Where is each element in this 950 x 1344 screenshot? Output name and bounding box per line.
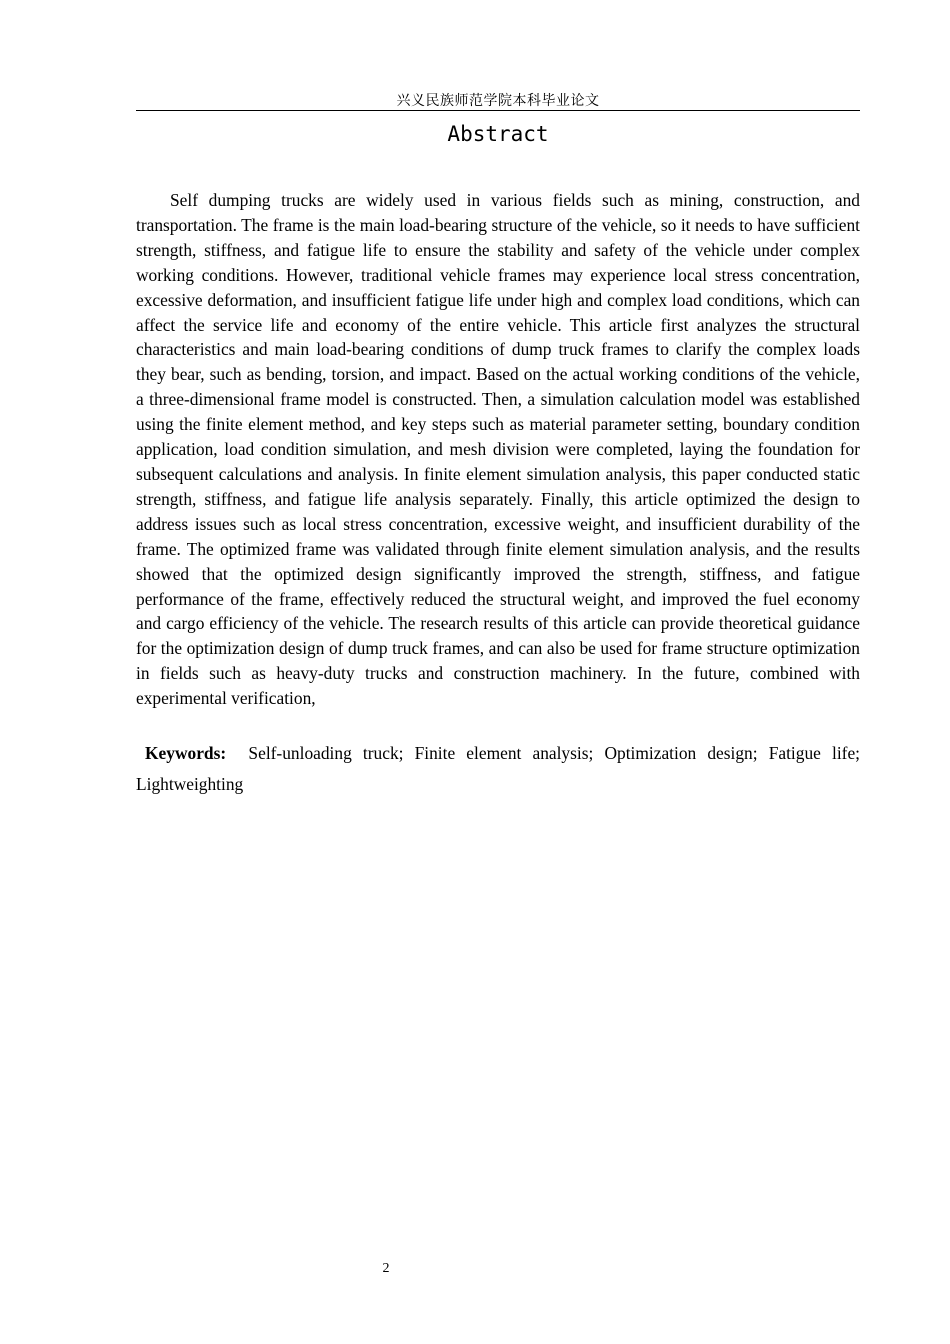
keywords — [136, 738, 860, 800]
abstract-title: Abstract — [447, 122, 549, 146]
abstract-body: Self dumping trucks are widely used in various fields such as mining, construction, and transportation. The frame is the main load-bearing structure of the vehicle, so it needs to have sufficient strength, stiffness, and fatigue life to ensure the stability and safety of the vehicle under complex working conditions. However, traditional vehicle frames may experience local stress concentration, excessive deformation, and insufficient fatigue life under high and complex load conditions, which can affect the service life and economy of the entire vehicle. This article first analyzes the structural characteristics and main load-bearing conditions of dump truck frames to clarify the complex loads they bear, such as bending, torsion, and impact. Based on the actual working conditions of the vehicle, a three-dimensional frame model is constructed. Then, a simulation calculation model was established using the finite element method, and key steps such as material parameter setting, boundary condition application, load condition simulation, and mesh division were completed, laying the foundation for subsequent calculations and analysis. In finite element simulation analysis, this paper conducted static strength, stiffness, and fatigue life analysis separately. Finally, this article optimized the design to address issues such as local stress concentration, excessive weight, and insufficient durability of the frame. The optimized frame was validated through finite element simulation analysis, and the results showed that the optimized design significantly improved the strength, stiffness, and fatigue performance of the frame, effectively reduced the structural weight, and improved the fuel economy and cargo efficiency of the vehicle. The research results of this article can provide theoretical guidance for the optimization design of dump truck frames, and can also be used for frame structure optimization in fields such as heavy-duty trucks and construction machinery. In the future, combined with experimental verification, — [136, 190, 860, 709]
page-header — [136, 92, 860, 111]
page-number: 2 — [382, 1261, 390, 1276]
header-text: 兴义民族师范学院本科毕业论文 — [396, 93, 600, 109]
keywords-label: Keywords: — [145, 743, 227, 763]
keywords-text: Self-unloading truck; Finite element analysis; Optimization design; Fatigue life; Lightweighting — [136, 743, 861, 794]
